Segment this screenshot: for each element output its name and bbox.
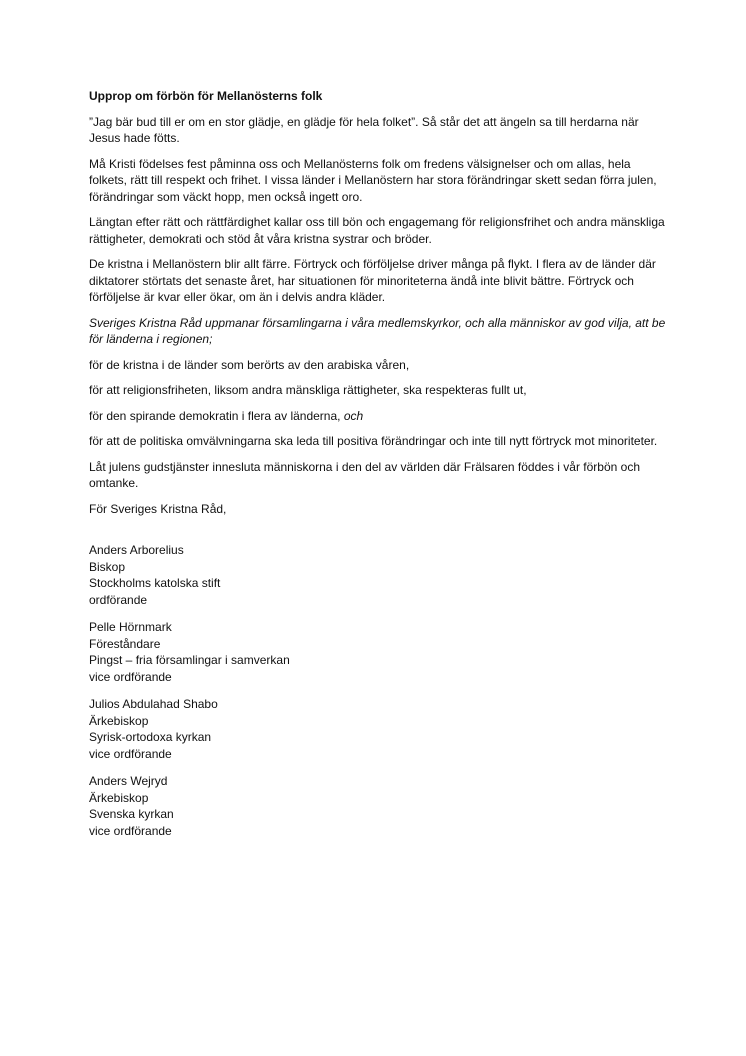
- prayer-line-3-och: och: [343, 408, 364, 423]
- signer-name: Anders Wejryd: [89, 774, 168, 788]
- prayer-line-2: för att religionsfriheten, liksom andra mänskliga rättigheter, ska respekteras fullt ut,: [89, 383, 527, 397]
- signer-org: Svenska kyrkan: [89, 807, 174, 821]
- closing-paragraph: Låt julens gudstjänster innesluta människorna i den del av världen där Frälsaren föddes i vår förbön och omtanke.: [89, 459, 640, 490]
- signer-name: Pelle Hörnmark: [89, 620, 172, 634]
- signer-role: ordförande: [89, 592, 148, 607]
- prayer-line-1: för de kristna i de länder som berörts av den arabiska våren,: [89, 357, 410, 372]
- signer-block: [89, 542, 669, 608]
- appeal-paragraph: Sveriges Kristna Råd uppmanar församlingarna i våra medlemskyrkor, och alla människor av god vilja, att be för länderna i regionen;: [89, 315, 666, 346]
- signer-role: vice ordförande: [89, 823, 172, 838]
- signer-org: Syrisk-ortodoxa kyrkan: [89, 730, 212, 744]
- signer-block: [89, 619, 669, 685]
- signer-title: Ärkebiskop: [89, 713, 149, 728]
- signer-title: Ärkebiskop: [89, 790, 149, 805]
- signer-name: Julios Abdulahad Shabo: [89, 697, 218, 711]
- signer-role: vice ordförande: [89, 746, 172, 761]
- signer-block: [89, 696, 669, 762]
- document-title: Upprop om förbön för Mellanösterns folk: [89, 89, 323, 103]
- signer-org: Stockholms katolska stift: [89, 576, 221, 590]
- signer-org: Pingst – fria församlingar i samverkan: [89, 653, 290, 667]
- signer-name: Anders Arborelius: [89, 543, 184, 557]
- signer-role: vice ordförande: [89, 669, 172, 684]
- signer-title: Biskop: [89, 559, 126, 574]
- signer-title: Föreståndare: [89, 636, 161, 651]
- paragraph-1: ”Jag bär bud till er om en stor glädje, en glädje för hela folket”. Så står det att ängeln sa till herdarna när Jesus hade fötts.: [89, 114, 639, 145]
- paragraph-4: De kristna i Mellanöstern blir allt färre. Förtryck och förföljelse driver många på flykt. I flera av de länder där diktatorer störtats det senaste året, har situationen för minoriteterna ändå inte blivit bättre. Förtryck och förföljelse är kvar eller ökar, om än i delvis andra kläder.: [89, 257, 656, 304]
- document-page: [89, 88, 669, 850]
- prayer-line-3-text: för den spirande demokratin i flera av länderna,: [89, 408, 344, 423]
- signer-block: [89, 773, 669, 839]
- prayer-line-4: för att de politiska omvälvningarna ska leda till positiva förändringar och inte till nytt förtryck mot minoriteter.: [89, 434, 658, 448]
- paragraph-3: Längtan efter rätt och rättfärdighet kallar oss till bön och engagemang för religionsfrihet och andra mänskliga rättigheter, demokrati och stöd åt våra kristna systrar och bröder.: [89, 215, 665, 246]
- paragraph-2: Må Kristi födelses fest påminna oss och Mellanösterns folk om fredens välsignelser och om allas, hela folkets, rätt till respekt och frihet. I vissa länder i Mellanöstern har stora förändringar skett sedan förra julen, förändringar som väckt hopp, men också ingett oro.: [89, 156, 657, 204]
- signature-gap: [89, 526, 669, 542]
- prayer-line-3: [89, 408, 669, 425]
- closing-line: För Sveriges Kristna Råd,: [89, 501, 227, 516]
